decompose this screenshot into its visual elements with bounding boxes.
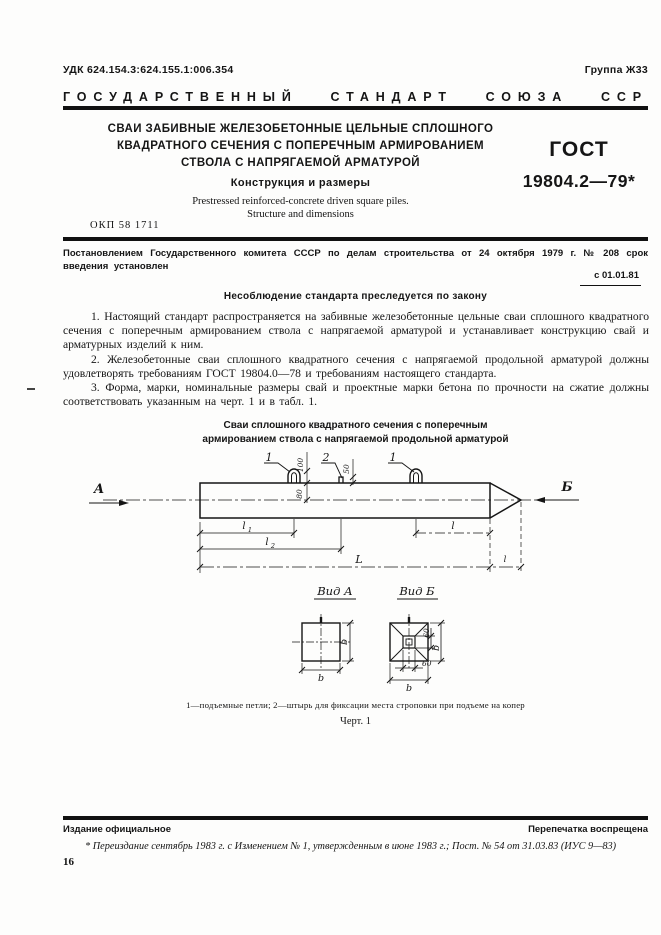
- view-a-arrowhead: [119, 500, 129, 506]
- paragraph-3: 3. Форма, марки, номинальные размеры свай и проектные марки бетона по прочности на сжатие должны соответствовать указанным на черт. 1 и в табл. 1.: [63, 381, 649, 409]
- view-b-marker: Б: [561, 480, 573, 495]
- dim-l-label: l: [451, 521, 455, 532]
- item-1-label: 1: [389, 451, 397, 464]
- dim-100-label: 100: [296, 457, 305, 473]
- view-a-title: Вид А: [317, 584, 353, 598]
- legal-notice: Несоблюдение стандарта преследуется по закону: [223, 291, 488, 302]
- reprint-notice: Перепечатка воспрещена: [528, 824, 648, 835]
- scan-artifact-dash: [27, 388, 35, 390]
- view-b-title: Вид Б: [399, 584, 435, 598]
- leader-line-item2: [321, 463, 342, 478]
- title-line: СВАИ ЗАБИВНЫЕ ЖЕЛЕЗОБЕТОННЫЕ ЦЕЛЬНЫЕ СПЛОШНОГО: [107, 123, 494, 135]
- dim-50-label: 50: [342, 464, 351, 474]
- paragraph-2: 2. Железобетонные сваи сплошного квадратного сечения с напрягаемой продольной арматурой должны удовлетворять требованиям ГОСТ 19804.0—78 и требованиям настоящего стандарта.: [63, 352, 649, 380]
- gost-designation: [505, 138, 653, 192]
- gost-number: 19804.2—79*: [522, 171, 636, 191]
- dim-b-label: b: [431, 644, 442, 652]
- revision-note: * Переиздание сентябрь 1983 г. с Изменением № 1, утвержденным в июне 1983 г.; Пост. № 54 от 31.03.83 (ИУС 9—83): [85, 841, 617, 852]
- dim-80-label: 80: [295, 489, 304, 499]
- figure-caption-line: армированием ствола с напрягаемой продольной арматурой: [202, 434, 509, 445]
- dim-b-label: b: [405, 683, 413, 694]
- pile-drawing: [85, 443, 595, 698]
- dim-60-label: 60: [422, 628, 431, 638]
- dim-L-label: L: [355, 553, 363, 566]
- dim-b-label: b: [339, 638, 350, 646]
- gost-label: ГОСТ: [549, 138, 609, 161]
- lifting-loop-inner: [414, 473, 419, 483]
- okp-code: ОКП 58 1711: [90, 220, 160, 231]
- footer-row: [63, 824, 648, 835]
- title-en-line: Structure and dimensions: [247, 209, 354, 220]
- lifting-loop-inner: [292, 473, 297, 483]
- decree-paragraph: Постановлением Государственного комитета СССР по делам строительства от 24 октября 1979 г. № 208 срок введения установлен: [63, 248, 648, 272]
- org-word: ССР: [600, 90, 648, 104]
- view-b-arrowhead: [535, 497, 545, 503]
- figure-number: Черт. 1: [340, 716, 371, 727]
- title-en-line: Prestressed reinforced-concrete driven square piles.: [192, 196, 409, 207]
- standard-title-ru: [78, 121, 523, 172]
- fixation-pin: [339, 477, 343, 483]
- dim-l1-label: l: [242, 521, 246, 532]
- udk-code: УДК 624.154.3:624.155.1:006.354: [63, 64, 234, 76]
- pile-tip: [490, 483, 521, 518]
- dim-l2-sub: 2: [270, 542, 276, 550]
- lifting-loop: [410, 469, 422, 483]
- view-a-marker: А: [93, 482, 105, 497]
- org-word: СТАНДАРТ: [330, 90, 453, 104]
- standard-subtitle: Конструкция и размеры: [230, 177, 371, 189]
- item-1-label: 1: [265, 451, 273, 464]
- dim-l1-sub: 1: [247, 526, 253, 534]
- leader-line-item1: [264, 463, 290, 472]
- paragraph-1: 1. Настоящий стандарт распространяется на забивные железобетонные цельные сваи сплошного квадратного сечения с поперечным армированием ствола с напрягаемой арматурой и устанавливает конструкцию свай и арматурных изделий к ним.: [63, 310, 649, 352]
- official-edition-label: Издание официальное: [63, 824, 171, 835]
- standard-title-en: [78, 195, 523, 221]
- leader-line-item1: [388, 463, 414, 472]
- dim-l-tip-label: l: [503, 555, 507, 565]
- page-number: 16: [63, 856, 74, 868]
- dim-60-label: 60: [422, 659, 432, 668]
- effective-date: с 01.01.81: [580, 270, 641, 286]
- org-word: ГОСУДАРСТВЕННЫЙ: [63, 90, 298, 104]
- pile-body: [200, 483, 490, 518]
- item-2-label: 2: [322, 451, 330, 464]
- divider-rule: [63, 237, 648, 241]
- figure-caption-line: Сваи сплошного квадратного сечения с поперечным: [223, 420, 488, 431]
- header-row: [63, 64, 648, 76]
- group-code: Группа Ж33: [584, 64, 648, 76]
- state-standard-heading: [63, 90, 648, 104]
- divider-rule: [63, 106, 648, 110]
- divider-rule: [63, 816, 648, 820]
- body-text: [63, 310, 649, 409]
- title-line: КВАДРАТНОГО СЕЧЕНИЯ С ПОПЕРЕЧНЫМ АРМИРОВАНИЕМ: [116, 140, 484, 152]
- dim-l2-label: l: [265, 537, 269, 548]
- title-line: СТВОЛА С НАПРЯГАЕМОЙ АРМАТУРОЙ: [181, 157, 420, 169]
- figure-legend: 1—подъемные петли; 2—штырь для фиксации места строповки при подъеме на копер: [186, 700, 525, 710]
- dim-b-label: b: [317, 673, 325, 684]
- org-word: СОЮЗА: [485, 90, 569, 104]
